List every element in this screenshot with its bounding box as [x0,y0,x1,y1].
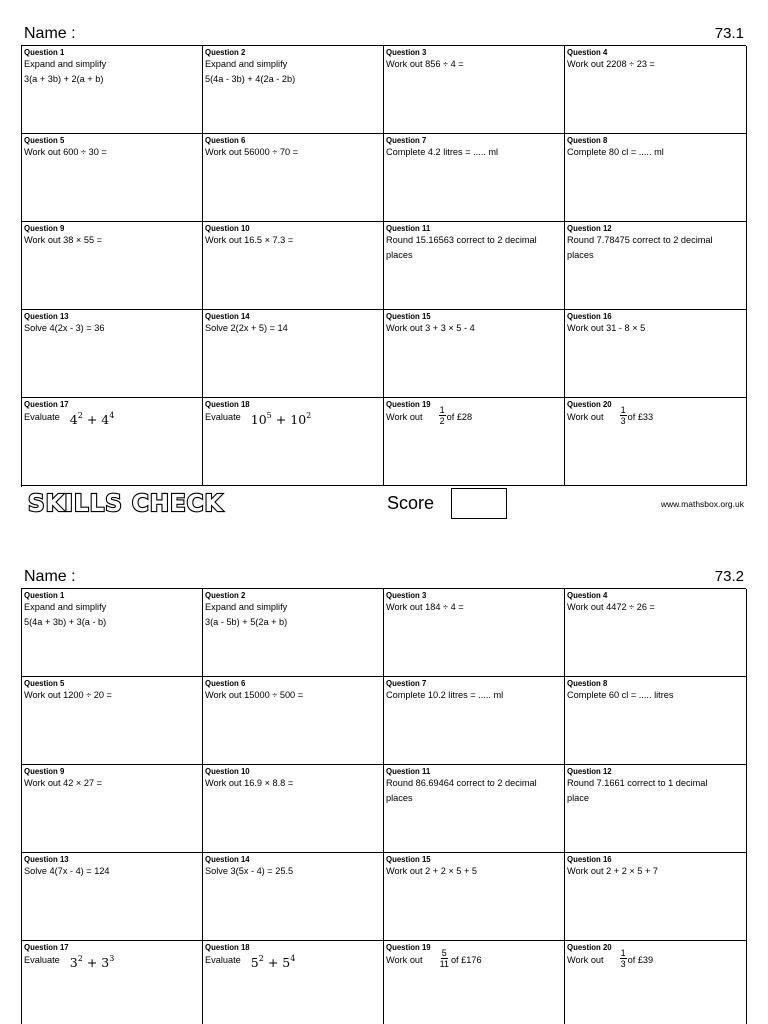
question-text: Round 7.78475 correct to 2 decimal [567,235,713,245]
question-label: Question 12 [567,224,612,233]
question-text: Work out 2 + 2 × 5 + 5 [386,866,477,876]
logo-text: SKILLS CHECK [28,491,224,517]
question-text: Work out 184 ÷ 4 = [386,602,464,612]
question-label: Question 8 [567,136,608,145]
question-label: Question 3 [386,48,427,57]
question-text: Expand and simplify [205,59,288,69]
question-cell-4 [565,46,747,134]
fraction-denominator: 2 [439,416,445,426]
question-label: Question 15 [386,312,431,321]
question-cell-4 [565,589,747,677]
question-cell-3 [384,589,565,677]
question-verb: Work out [386,955,423,965]
fraction-denominator: 3 [620,416,626,426]
question-cell-8 [565,677,747,765]
question-label: Question 3 [386,591,427,600]
question-expression [24,410,200,427]
question-cell-11 [384,765,565,853]
question-cell-7 [384,677,565,765]
question-text: Solve 3(5x - 4) = 25.5 [205,866,294,876]
base-a: 4 [69,412,78,427]
question-label: Question 14 [205,855,250,864]
question-cell-16 [565,310,747,398]
fraction [620,948,627,969]
question-label: Question 8 [567,679,608,688]
question-label: Question 2 [205,591,246,600]
question-text: 5(4a + 3b) + 3(a - b) [24,616,107,627]
question-verb: Evaluate [205,412,241,422]
question-text: 3(a + 3b) + 2(a + b) [24,73,104,84]
question-cell-17 [22,941,203,1024]
exponent-a: 2 [258,954,264,963]
fraction [439,405,446,426]
question-text: Complete 4.2 litres = ..... ml [386,147,499,157]
fraction-denominator: 11 [439,959,449,969]
question-cell-14 [203,310,384,398]
exponent-b: 4 [109,411,115,420]
question-expression [567,405,744,426]
exponent-a: 2 [77,411,83,420]
question-text: Round 86.69464 correct to 2 decimal [386,778,537,788]
question-cell-20 [565,941,747,1024]
question-cell-12 [565,222,747,310]
question-label: Question 9 [24,767,65,776]
question-cell-12 [565,765,747,853]
question-expression [205,410,381,427]
base-b: 4 [101,412,110,427]
question-text: Work out 856 ÷ 4 = [386,59,464,69]
fraction-amount: of £39 [627,955,654,965]
question-label: Question 19 [386,943,431,952]
operator: + [86,412,98,427]
question-cell-10 [203,222,384,310]
question-cell-5 [22,677,203,765]
website-url: www.mathsbox.org.uk [660,499,744,509]
question-text: Complete 60 cl = ..... litres [567,690,674,700]
question-verb: Work out [567,955,604,965]
fraction-numerator: 1 [439,405,445,415]
question-expression [567,948,744,969]
question-verb: Work out [567,412,604,422]
question-label: Question 16 [567,855,612,864]
question-text: Work out 2 + 2 × 5 + 7 [567,866,658,876]
sheet-footer [0,487,768,537]
question-label: Question 20 [567,943,612,952]
question-text: places [386,249,413,260]
base-a: 5 [250,955,259,970]
operator: + [86,955,98,970]
question-label: Question 5 [24,136,65,145]
operator: + [275,412,287,427]
base-a: 10 [250,412,267,427]
question-label: Question 13 [24,855,69,864]
question-cell-13 [22,310,203,398]
exponent-b: 3 [109,954,115,963]
question-cell-10 [203,765,384,853]
fraction [620,405,627,426]
question-text: Work out 2208 ÷ 23 = [567,59,655,69]
question-cell-6 [203,677,384,765]
exponent-b: 2 [306,411,312,420]
score-label: Score [387,493,435,513]
question-label: Question 6 [205,679,246,688]
exponent-a: 2 [77,954,83,963]
question-cell-9 [22,765,203,853]
question-text: places [567,249,594,260]
question-cell-2 [203,589,384,677]
question-text: Round 7.1661 correct to 1 decimal [567,778,708,788]
question-cell-18 [203,398,384,486]
question-text: Work out 4472 ÷ 26 = [567,602,655,612]
question-cell-8 [565,134,747,222]
question-cell-1 [22,46,203,134]
question-expression [24,953,200,970]
question-label: Question 5 [24,679,65,688]
question-text: Complete 80 cl = ..... ml [567,147,664,157]
question-text: Work out 42 × 27 = [24,778,102,788]
question-label: Question 13 [24,312,69,321]
question-text: Work out 38 × 55 = [24,235,102,245]
question-cell-7 [384,134,565,222]
question-text: Work out 1200 ÷ 20 = [24,690,112,700]
question-expression [386,405,562,426]
question-expression [205,953,381,970]
power-expression [251,952,296,970]
question-cell-13 [22,853,203,941]
base-a: 3 [69,955,78,970]
fraction-numerator: 5 [441,948,447,958]
question-text: places [386,792,413,803]
question-expression [386,948,562,969]
sheet-header [24,25,744,45]
question-cell-17 [22,398,203,486]
question-cell-2 [203,46,384,134]
question-text: Expand and simplify [24,59,107,69]
question-cell-15 [384,310,565,398]
question-label: Question 4 [567,591,608,600]
question-label: Question 15 [386,855,431,864]
question-label: Question 14 [205,312,250,321]
question-label: Question 19 [386,400,431,409]
question-text: place [567,792,589,803]
question-label: Question 2 [205,48,246,57]
fraction-numerator: 1 [620,405,626,415]
question-cell-20 [565,398,747,486]
question-text: Expand and simplify [24,602,107,612]
question-cell-3 [384,46,565,134]
question-label: Question 7 [386,136,427,145]
question-text: Expand and simplify [205,602,288,612]
name-label: Name : [24,25,76,42]
power-expression [251,409,311,427]
skills-check-logo [26,487,226,519]
question-cell-6 [203,134,384,222]
question-label: Question 17 [24,400,69,409]
question-label: Question 1 [24,48,65,57]
question-text: Work out 600 ÷ 30 = [24,147,107,157]
question-cell-19 [384,941,565,1024]
question-text: Solve 4(2x - 3) = 36 [24,323,105,333]
question-cell-11 [384,222,565,310]
question-label: Question 1 [24,591,65,600]
name-label: Name : [24,568,76,585]
operator: + [267,955,279,970]
question-cell-1 [22,589,203,677]
question-label: Question 18 [205,400,250,409]
question-label: Question 18 [205,943,250,952]
exponent-b: 4 [290,954,296,963]
question-label: Question 9 [24,224,65,233]
sheet-code: 73.1 [714,25,744,42]
question-text: Work out 3 + 3 × 5 - 4 [386,323,475,333]
question-text: Round 15.16563 correct to 2 decimal [386,235,537,245]
question-grid [21,588,746,1024]
fraction [439,948,450,969]
sheet-header [24,568,744,588]
question-label: Question 11 [386,224,431,233]
fraction-denominator: 3 [620,959,626,969]
question-text: 3(a - 5b) + 5(2a + b) [205,616,288,627]
question-text: Work out 56000 ÷ 70 = [205,147,298,157]
sheet-code: 73.2 [714,568,744,585]
question-text: 5(4a - 3b) + 4(2a - 2b) [205,73,296,84]
base-b: 5 [282,955,291,970]
question-grid [21,45,746,487]
question-label: Question 16 [567,312,612,321]
fraction-amount: of £176 [450,955,482,965]
question-cell-5 [22,134,203,222]
question-cell-19 [384,398,565,486]
question-cell-14 [203,853,384,941]
question-label: Question 7 [386,679,427,688]
question-verb: Evaluate [205,955,241,965]
fraction-amount: of £33 [627,412,654,422]
power-expression [70,952,115,970]
question-cell-16 [565,853,747,941]
question-label: Question 10 [205,767,250,776]
question-cell-9 [22,222,203,310]
power-expression [70,409,115,427]
question-label: Question 12 [567,767,612,776]
fraction-amount: of £28 [446,412,473,422]
question-verb: Evaluate [24,955,60,965]
question-label: Question 11 [386,767,431,776]
question-cell-15 [384,853,565,941]
question-verb: Work out [386,412,423,422]
question-label: Question 17 [24,943,69,952]
question-text: Work out 15000 ÷ 500 = [205,690,304,700]
question-text: Complete 10.2 litres = ..... ml [386,690,504,700]
question-label: Question 20 [567,400,612,409]
question-label: Question 6 [205,136,246,145]
question-label: Question 4 [567,48,608,57]
question-cell-18 [203,941,384,1024]
question-verb: Evaluate [24,412,60,422]
question-text: Solve 4(7x - 4) = 124 [24,866,110,876]
fraction-numerator: 1 [620,948,626,958]
question-text: Work out 31 - 8 × 5 [567,323,646,333]
question-text: Work out 16.9 × 8.8 = [205,778,294,788]
base-b: 3 [101,955,110,970]
question-text: Solve 2(2x + 5) = 14 [205,323,288,333]
exponent-a: 5 [266,411,272,420]
question-text: Work out 16.5 × 7.3 = [205,235,294,245]
score-box[interactable] [451,488,507,519]
base-b: 10 [290,412,307,427]
question-label: Question 10 [205,224,250,233]
